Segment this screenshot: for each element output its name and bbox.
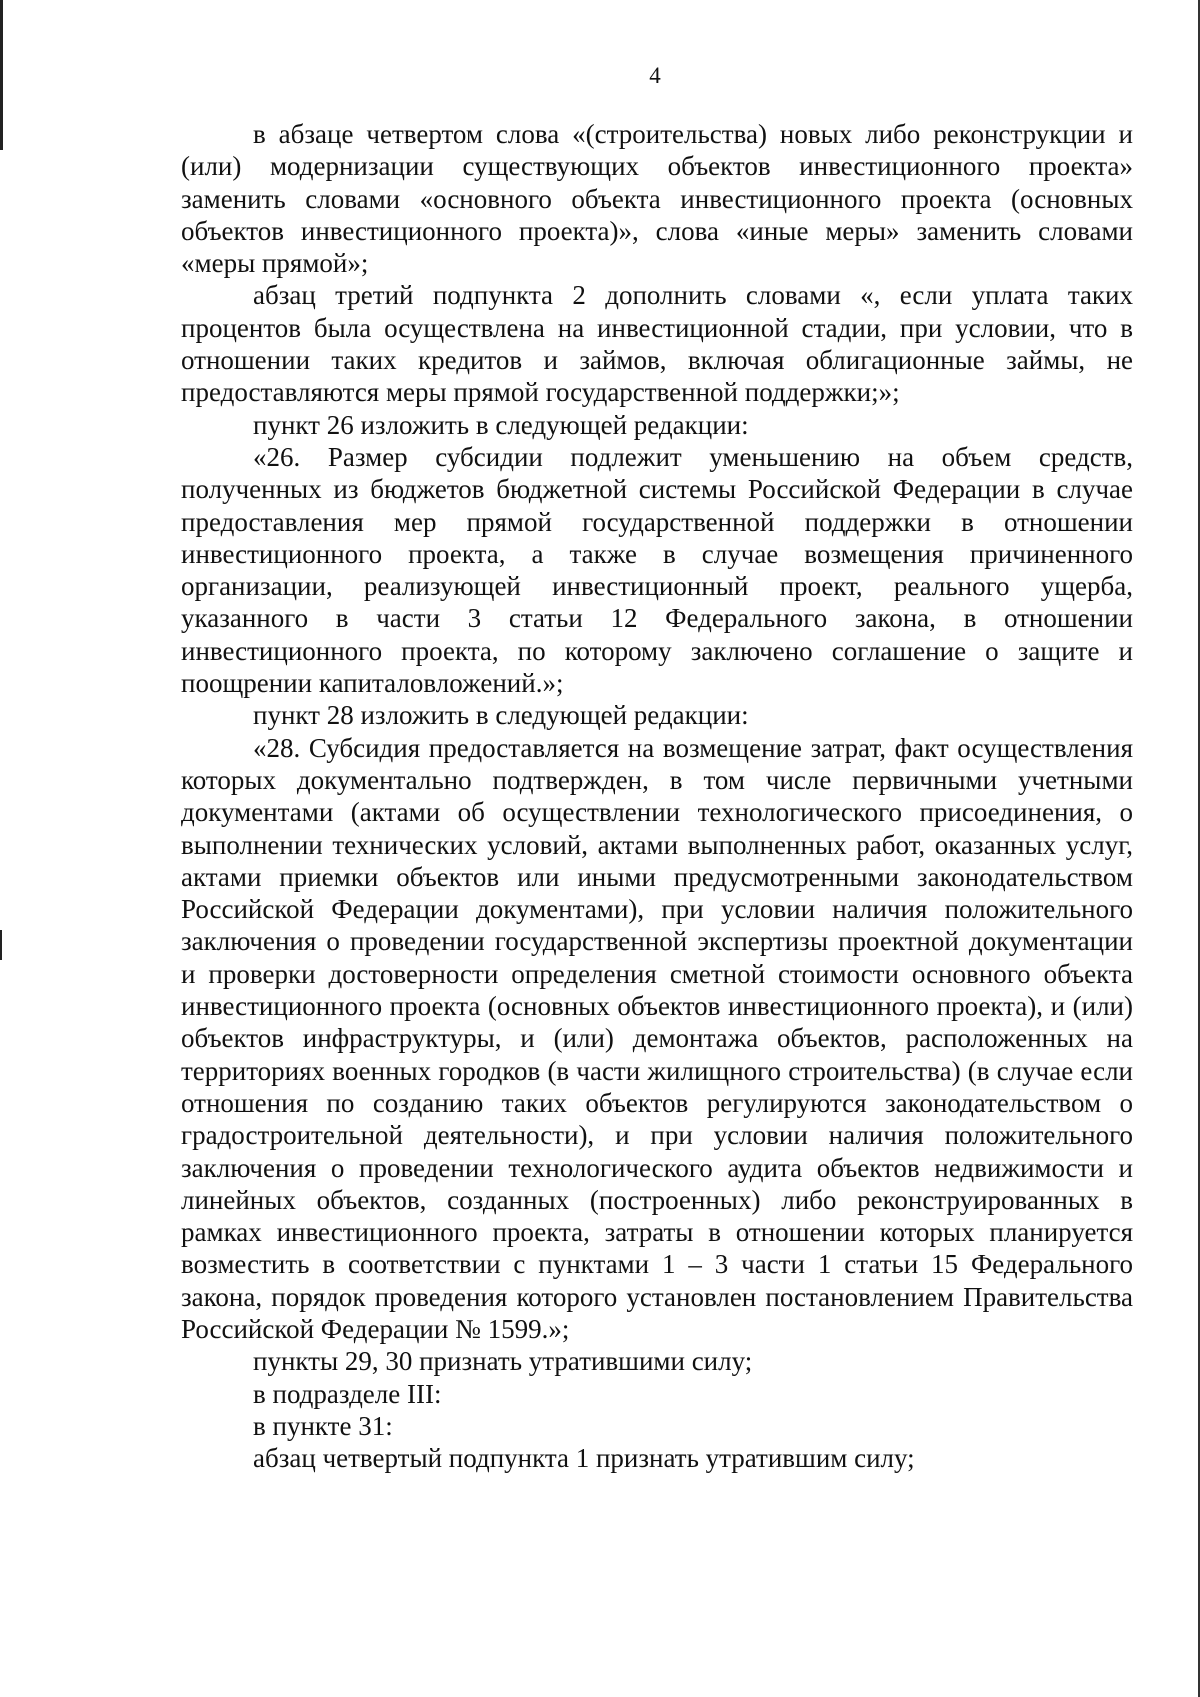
document-body: [181, 118, 1133, 1474]
paragraph-9: в пункте 31:: [253, 1410, 393, 1441]
scan-edge-left-mark: [0, 930, 2, 960]
page-number: 4: [649, 63, 661, 88]
paragraph-2: абзац третий подпункта 2 дополнить словами «, если уплата таких процентов была осуществлена на инвестиционной стадии, при условии, что в отношении таких кредитов и займов, включая облигационные займы, не предоставляются меры прямой государственной поддержки;»;: [181, 280, 1133, 408]
paragraph-5: пункт 28 изложить в следующей редакции:: [253, 700, 749, 731]
paragraph-4: «26. Размер субсидии подлежит уменьшению на объем средств, полученных из бюджетов бюджетной системы Российской Федерации в случае предоставления мер прямой государственной поддержки в отношении инвестиционного проекта, а также в случае возмещения причиненного организации, реализующей инвестиционный проект, реального ущерба, указанного в части 3 статьи 12 Федерального закона, в отношении инвестиционного проекта, по которому заключено соглашение о защите и поощрении капиталовложений.»;: [181, 441, 1133, 699]
paragraph-3: пункт 26 изложить в следующей редакции:: [253, 409, 749, 440]
paragraph-7: пункты 29, 30 признать утратившими силу;: [253, 1346, 753, 1377]
paragraph-6: «28. Субсидия предоставляется на возмещение затрат, факт осуществления которых документально подтвержден, в том числе первичными учетными документами (актами об осуществлении технологического присоединения, о выполнении технических условий, актами выполненных работ, оказанных услуг, актами приемки объектов или иными предусмотренными законодательством Российской Федерации документами), при условии наличия положительного заключения о проведении государственной экспертизы проектной документации и проверки достоверности определения сметной стоимости основного объекта инвестиционного проекта (основных объектов инвестиционного проекта), и (или) объектов инфраструктуры, и (или) демонтажа объектов, расположенных на территориях военных городков (в части жилищного строительства) (в случае если отношения по созданию таких объектов регулируются законодательством о градостроительной деятельности), и при условии наличия положительного заключения о проведении технологического аудита объектов недвижимости и линейных объектов, созданных (построенных) либо реконструированных в рамках инвестиционного проекта, затраты в отношении которых планируется возместить в соответствии с пунктами 1 – 3 части 1 статьи 15 Федерального закона, порядок проведения которого установлен постановлением Правительства Российской Федерации № 1599.»;: [181, 732, 1133, 1344]
paragraph-1: в абзаце четвертом слова «(строительства) новых либо реконструкции и (или) модернизации существующих объектов инвестиционного проекта» заменить словами «основного объекта инвестиционного проекта (основных объектов инвестиционного проекта)», слова «иные меры» заменить словами «меры прямой»;: [181, 119, 1133, 279]
paragraph-8: в подразделе III:: [253, 1378, 442, 1409]
paragraph-10: абзац четвертый подпункта 1 признать утратившим силу;: [253, 1443, 915, 1474]
